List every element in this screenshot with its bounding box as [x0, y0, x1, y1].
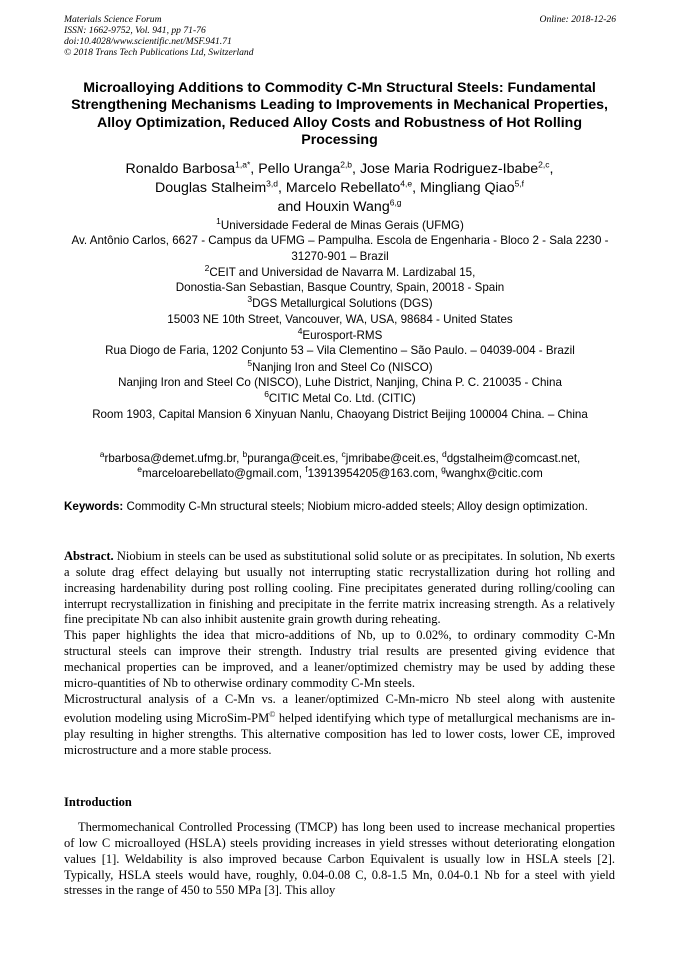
- paper-title: Microalloying Additions to Commodity C-Mn Structural Steels: Fundamental Strengthening Mechanisms Leading to Improvements in Mechanical Properties, Alloy Optimization, Reduced Alloy Costs and Robustness of Hot Rolling Processing: [71, 80, 608, 149]
- affiliation-text: Rua Diogo de Faria, 1202 Conjunto 53 – Vila Clementino – São Paulo. – 04039-004 - Brazil: [105, 344, 575, 358]
- affiliation-number: 1: [216, 216, 221, 227]
- affiliation-text: Room 1903, Capital Mansion 6 Xinyuan Nanlu, Chaoyang District Beijing 100004 China. – China: [92, 407, 588, 421]
- author-list: Ronaldo Barbosa$^{1,a*}$, Pello Uranga$^{2,b}$, Jose Maria Rodriguez-Ibabe$^{2,c}$, Douglas Stalheim$^{3,d}$, Marcelo Rebellato$^{4,e}$, Mingliang Qiao$^{5,f}$ and Houxin Wang$^{6,g}$: [125, 159, 554, 216]
- affiliation-address: [60, 375, 620, 390]
- affiliation-name: [60, 357, 620, 375]
- affiliation-number: 3: [247, 294, 253, 305]
- section-heading-introduction: Introduction: [64, 795, 132, 809]
- keywords: [64, 500, 615, 514]
- affiliation-text: CEIT and Universidad de Navarra M. Lardizabal 15,: [209, 265, 476, 279]
- author-affiliation-marker: 1,a*: [235, 159, 251, 170]
- affiliation-2: [60, 265, 620, 296]
- email-list: [60, 451, 620, 482]
- author-affiliation-marker: 4,e: [400, 178, 413, 189]
- affiliation-number: 6: [264, 389, 269, 400]
- email-marker: d: [441, 449, 447, 460]
- email-address[interactable]: jmribabe@ceit.es,: [345, 452, 442, 465]
- affiliation-1: [60, 218, 620, 264]
- affiliation-number: 5: [247, 357, 253, 368]
- abstract-text-3a: Microstructural analysis of a C-Mn vs. a leaner/optimized C-Mn-micro Nb steel along with austenite evolution modeling using MicroSim-PM: [64, 691, 615, 726]
- affiliation-address: [60, 407, 620, 422]
- affiliation-text: 15003 NE 10th Street, Vancouver, WA, USA, 98684 - United States: [167, 312, 513, 326]
- affiliation-text: Nanjing Iron and Steel Co (NISCO): [252, 360, 433, 374]
- doi-line[interactable]: doi:10.4028/www.scientific.net/MSF.941.71: [64, 36, 232, 47]
- affiliation-name: [60, 218, 620, 233]
- introduction-text: Thermomechanical Controlled Processing (TMCP) has long been used to increase mechanical properties of low C microalloyed (HSLA) steels providing increases in yield stresses without deteriorating elongation values [1]. Weldability is also improved because Carbon Equivalent is usually low in HSLA steels [2]. Typically, HSLA steels would have, roughly, 0.04-0.08 C, 0.8-1.5 Mn, 0.04-0.1 Nb for a steel with yield stresses in the range of 450 to 550 MPa [3]. This alloy: [64, 820, 615, 898]
- author-name: Douglas Stalheim: [154, 180, 267, 197]
- email-address[interactable]: marceloarebellato@gmail.com,: [141, 467, 306, 481]
- affiliation-text: Universidade Federal de Minas Gerais (UFMG): [220, 219, 464, 232]
- abstract-paragraph-1: [64, 549, 615, 628]
- affiliation-list: [60, 218, 620, 423]
- email-marker: a: [99, 449, 105, 460]
- affiliation-3: [60, 296, 620, 327]
- abstract: [64, 549, 615, 759]
- affiliation-name: [60, 328, 620, 343]
- affiliation-5: [60, 357, 620, 391]
- author-affiliation-marker: 5,f: [514, 178, 525, 189]
- affiliation-address: [60, 233, 620, 264]
- email-address[interactable]: 13913954205@163.com,: [307, 467, 442, 481]
- email-address[interactable]: wanghx@citic.com: [445, 467, 543, 481]
- affiliation-address: [60, 280, 620, 295]
- journal-name: Materials Science Forum: [64, 14, 162, 25]
- author-affiliation-marker: 2,b: [340, 159, 353, 170]
- abstract-paragraph-3: [64, 692, 615, 760]
- affiliation-text: Donostia-San Sebastian, Basque Country, Spain, 20018 - Spain: [175, 281, 505, 295]
- email-address[interactable]: dgstalheim@comcast.net,: [446, 452, 581, 465]
- affiliation-6: [60, 391, 620, 422]
- affiliation-text: Av. Antônio Carlos, 6627 - Campus da UFMG – Pampulha. Escola de Engenharia - Bloco 2 - Sala 2230 - 31270-901 – Brazil: [71, 234, 609, 263]
- author-affiliation-marker: 3,d: [266, 178, 278, 189]
- affiliation-4: [60, 328, 620, 359]
- keywords-text: Commodity C-Mn structural steels; Niobium micro-added steels; Alloy design optimization.: [123, 500, 588, 513]
- email-marker: b: [242, 449, 248, 460]
- abstract-text-3b: helped identifying which type of metallurgical mechanisms are in-play resulting in higher strengths. This alternative composition has led to lower costs, lower CE, improved microstructure and a more stable process.: [64, 711, 616, 758]
- author-name: Mingliang Qiao: [419, 180, 515, 197]
- email-address[interactable]: puranga@ceit.es,: [247, 452, 342, 465]
- author-name: Ronaldo Barbosa: [125, 161, 236, 177]
- affiliation-text: Nanjing Iron and Steel Co (NISCO), Luhe District, Nanjing, China P. C. 210035 - China: [118, 375, 562, 389]
- author-affiliation-marker: 6,g: [389, 197, 402, 208]
- abstract-text-1: Niobium in steels can be used as substitutional solid solute or as precipitates. In solution, Nb exerts a solute drag effect delaying but usually not interrupting static recrystallization during hot rolling and increasing hardenability during post rolling cooling. Fine precipitates generated during rolling/cooling can interrupt recrystallization in finishing and precipitate in the ferrite matrix increasing strength. As a relatively fine precipitate Nb can also inhibit austenite grain growth during reheating.: [64, 549, 615, 627]
- author-name: and Houxin Wang: [277, 199, 390, 216]
- affiliation-text: CITIC Metal Co. Ltd. (CITIC): [268, 392, 416, 406]
- affiliation-name: [60, 296, 620, 311]
- author-affiliation-marker: 2,c: [538, 159, 550, 170]
- author-name: Pello Uranga: [258, 161, 341, 177]
- email-marker: f: [305, 464, 308, 475]
- journal-header: [64, 14, 616, 58]
- copyright-mark: ©: [269, 710, 276, 720]
- email-marker: c: [341, 449, 346, 460]
- affiliation-name: [60, 391, 620, 406]
- affiliation-number: 2: [204, 263, 210, 274]
- abstract-label: Abstract.: [64, 549, 114, 563]
- affiliation-number: 4: [297, 326, 303, 337]
- copyright-line: © 2018 Trans Tech Publications Ltd, Switzerland: [64, 47, 254, 58]
- email-address[interactable]: rbarbosa@demet.ufmg.br,: [104, 452, 243, 465]
- affiliation-name: [60, 265, 620, 280]
- keywords-label: Keywords:: [64, 500, 124, 513]
- author-name: Jose Maria Rodriguez-Ibabe: [359, 161, 539, 177]
- issn-line: ISSN: 1662-9752, Vol. 941, pp 71-76: [64, 25, 206, 36]
- affiliation-text: DGS Metallurgical Solutions (DGS): [252, 297, 433, 311]
- affiliation-text: Eurosport-RMS: [302, 329, 383, 343]
- affiliation-address: [60, 343, 620, 358]
- email-marker: e: [137, 464, 142, 475]
- author-name: Marcelo Rebellato: [285, 180, 401, 197]
- abstract-paragraph-2: This paper highlights the idea that micro-additions of Nb, up to 0.02%, to ordinary commodity C-Mn structural steels can improve their strength. Industry trial results are presented giving evidence that mechanical properties can be improved, and a leaner/optimized chemistry may be used by adding these micro-quantities of Nb to otherwise ordinary commodity C-Mn steels.: [64, 628, 615, 690]
- email-marker: g: [441, 464, 446, 475]
- online-date: Online: 2018-12-26: [539, 14, 616, 25]
- affiliation-address: [60, 312, 620, 327]
